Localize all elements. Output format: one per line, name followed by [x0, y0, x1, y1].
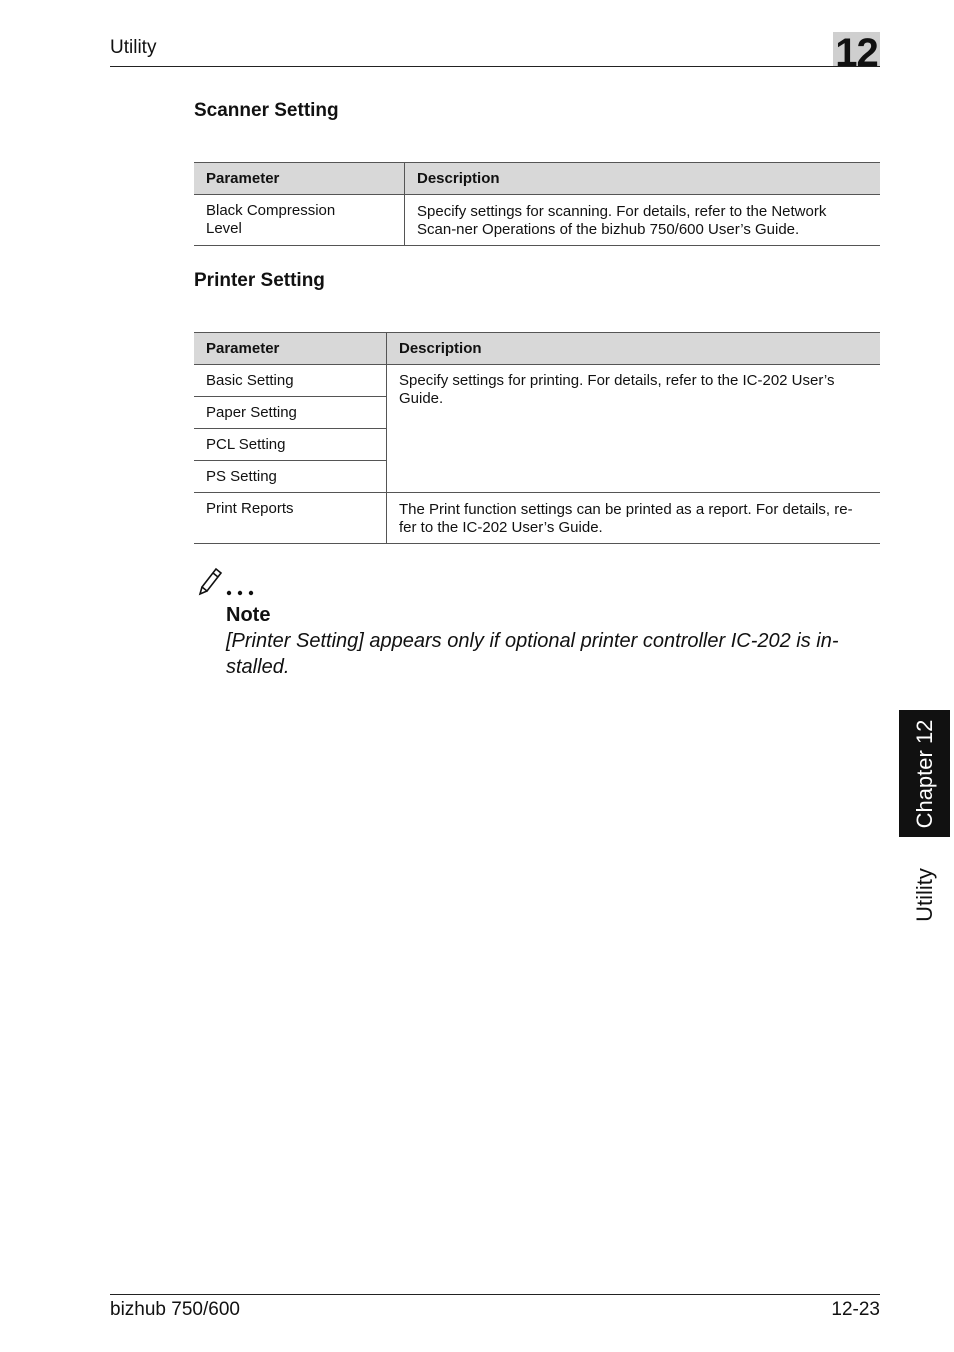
side-section-label: Utility	[911, 868, 937, 922]
table-row	[194, 493, 880, 544]
table-header-row	[194, 333, 880, 365]
footer-divider	[110, 1294, 880, 1295]
column-header-description: Description	[387, 333, 881, 365]
running-header-title: Utility	[110, 37, 157, 58]
side-section-tab	[899, 845, 950, 945]
column-header-parameter: Parameter	[194, 333, 387, 365]
table-header-row	[194, 163, 880, 195]
chapter-number-badge: 12	[833, 32, 880, 66]
side-chapter-label: Chapter 12	[911, 719, 937, 828]
note-text: [Printer Setting] appears only if optional printer controller IC-202 is in-stalled.	[226, 630, 839, 678]
table-row	[194, 195, 880, 246]
pencil-note-icon	[196, 563, 260, 599]
column-header-description: Description	[405, 163, 881, 195]
description-cell: Specify settings for scanning. For details, refer to the Network Scan-ner Operations of the bizhub 750/600 User’s Guide.	[405, 195, 881, 246]
parameter-cell: Paper Setting	[194, 397, 387, 429]
column-header-parameter: Parameter	[194, 163, 405, 195]
table-row	[194, 365, 880, 397]
side-chapter-tab	[899, 710, 950, 837]
scanner-setting-table	[194, 162, 880, 246]
parameter-cell: Print Reports	[194, 493, 387, 544]
parameter-cell: Basic Setting	[194, 365, 387, 397]
note-label: Note	[226, 604, 271, 626]
header-divider	[110, 66, 880, 67]
description-cell: Specify settings for printing. For details, refer to the IC-202 User’s Guide.	[387, 365, 881, 493]
description-cell: The Print function settings can be printed as a report. For details, re-fer to the IC-202 User’s Guide.	[387, 493, 881, 544]
printer-setting-table	[194, 332, 880, 544]
footer-product-name: bizhub 750/600	[110, 1299, 240, 1320]
parameter-cell: PCL Setting	[194, 429, 387, 461]
parameter-cell: Black Compression Level	[194, 195, 405, 246]
scanner-setting-heading: Scanner Setting	[194, 100, 339, 121]
printer-setting-heading: Printer Setting	[194, 270, 325, 291]
parameter-cell: PS Setting	[194, 461, 387, 493]
footer-page-number: 12-23	[831, 1299, 880, 1320]
